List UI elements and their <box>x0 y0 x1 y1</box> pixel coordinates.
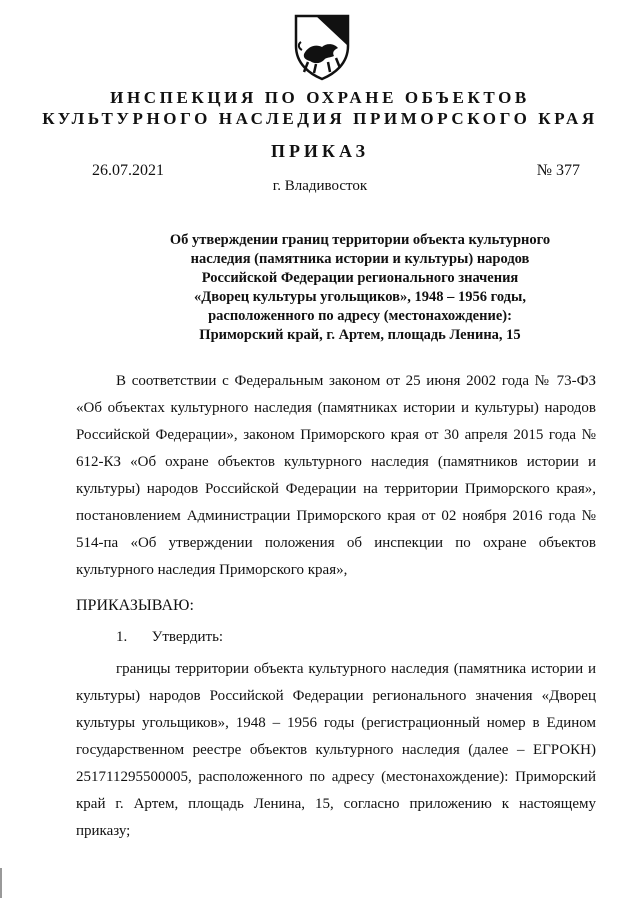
document-number: № 377 <box>536 162 580 179</box>
title-line: Об утверждении границ территории объекта культурного <box>169 232 551 248</box>
coat-of-arms-icon <box>290 12 354 82</box>
organization-name-line1: ИНСПЕКЦИЯ ПО ОХРАНЕ ОБЪЕКТОВ <box>110 88 530 107</box>
document-city: г. Владивосток <box>272 178 368 194</box>
item-1-heading <box>116 629 223 646</box>
organization-name-line2: КУЛЬТУРНОГО НАСЛЕДИЯ ПРИМОРСКОГО КРАЯ <box>42 109 598 128</box>
document-title <box>120 231 600 345</box>
title-line: Приморский край, г. Артем, площадь Ленина, 15 <box>199 327 521 343</box>
scan-edge-mark <box>0 868 2 898</box>
document-date: 26.07.2021 <box>92 162 164 179</box>
document-type: ПРИКАЗ <box>270 141 370 161</box>
order-word: ПРИКАЗЫВАЮ: <box>76 597 194 614</box>
title-line: Российской Федерации регионального значения <box>201 270 519 286</box>
preamble-paragraph: В соответствии с Федеральным законом от 25 июня 2002 года № 73-ФЗ «Об объектах культурного наследия (памятниках истории и культуры) народов Российской Федерации», законом Приморского края от 30 апреля 2015 года № 612-КЗ «Об охране объектов культурного наследия (памятников истории и культуры) народов Российской Федерации на территории Приморского края», постановлением Администрации Приморского края от 02 ноября 2016 года № 514-па «Об утверждении положения об инспекции по охране объектов культурного наследия Приморского края», <box>76 373 596 578</box>
item-1-paragraph: границы территории объекта культурного наследия (памятника истории и культуры) народов Российской Федерации регионального значения «Дворец культуры угольщиков», 1948 – 1956 годы (регистрационный номер в Едином государственном реестре объектов культурного наследия (далее – ЕГРОКН) 251711295500005, расположенного по адресу (местонахождение): Приморский край г. Артем, площадь Ленина, 15, согласно приложению к настоящему приказу; <box>76 661 596 839</box>
title-line: наследия (памятника истории и культуры) народов <box>190 251 530 267</box>
item-label: Утвердить: <box>151 629 224 645</box>
title-line: «Дворец культуры угольщиков», 1948 – 1956 годы, <box>194 289 526 305</box>
item-number: 1. <box>116 629 128 645</box>
title-line: расположенного по адресу (местонахождение): <box>208 308 512 324</box>
